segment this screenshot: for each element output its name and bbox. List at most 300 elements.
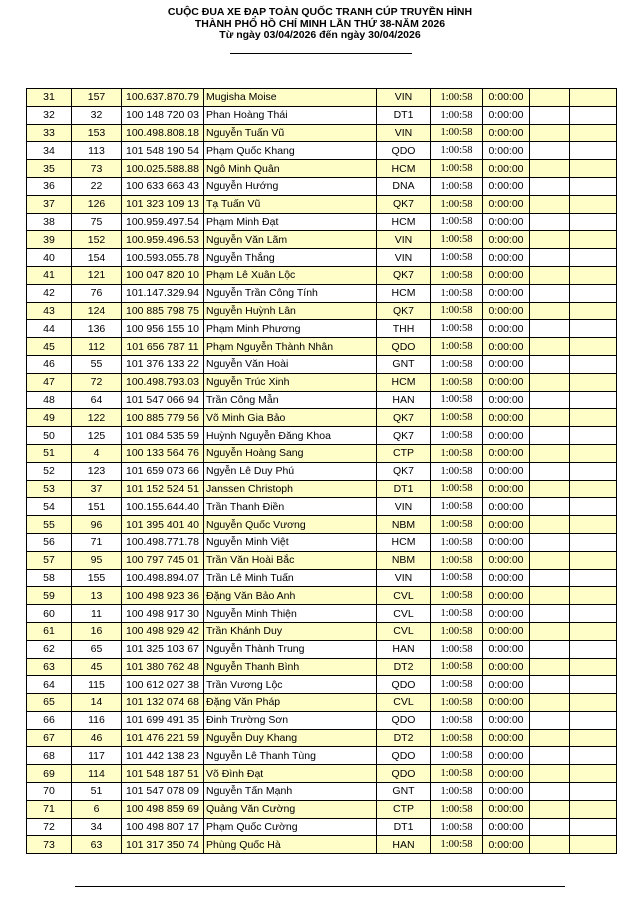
empty-cell: [530, 658, 570, 676]
table-row: [27, 462, 617, 480]
rider-name-cell: Phan Hoàng Thái: [204, 106, 377, 124]
document-header: [0, 7, 640, 42]
rank-cell: 35: [27, 160, 72, 178]
rider-name-cell: Nguyễn Quốc Vương: [204, 516, 377, 534]
uci-id-cell: 101 323 109 13: [122, 195, 204, 213]
time-gap-cell: 0:00:00: [483, 213, 530, 231]
empty-cell: [570, 89, 617, 107]
time-gap-cell: 0:00:00: [483, 569, 530, 587]
rank-cell: 70: [27, 783, 72, 801]
empty-cell: [530, 533, 570, 551]
time-gap-cell: 0:00:00: [483, 818, 530, 836]
finish-time-cell: 1:00:58: [431, 266, 483, 284]
team-code-cell: GNT: [377, 355, 431, 373]
team-code-cell: DT1: [377, 480, 431, 498]
team-code-cell: QDO: [377, 676, 431, 694]
time-gap-cell: 0:00:00: [483, 783, 530, 801]
rank-cell: 63: [27, 658, 72, 676]
empty-cell: [530, 480, 570, 498]
bib-cell: 6: [72, 800, 122, 818]
rank-cell: 40: [27, 249, 72, 267]
table-row: [27, 587, 617, 605]
team-code-cell: THH: [377, 320, 431, 338]
bib-cell: 114: [72, 765, 122, 783]
finish-time-cell: 1:00:58: [431, 195, 483, 213]
table-row: [27, 142, 617, 160]
uci-id-cell: 100 498 859 69: [122, 800, 204, 818]
team-code-cell: DT1: [377, 106, 431, 124]
rider-name-cell: Nguyễn Văn Lãm: [204, 231, 377, 249]
rank-cell: 56: [27, 533, 72, 551]
rider-name-cell: Trần Lê Minh Tuấn: [204, 569, 377, 587]
empty-cell: [530, 231, 570, 249]
time-gap-cell: 0:00:00: [483, 106, 530, 124]
finish-time-cell: 1:00:58: [431, 836, 483, 854]
finish-time-cell: 1:00:58: [431, 516, 483, 534]
table-row: [27, 284, 617, 302]
empty-cell: [530, 320, 570, 338]
bib-cell: 71: [72, 533, 122, 551]
time-gap-cell: 0:00:00: [483, 836, 530, 854]
team-code-cell: CVL: [377, 587, 431, 605]
empty-cell: [570, 533, 617, 551]
bib-cell: 95: [72, 551, 122, 569]
team-code-cell: QK7: [377, 427, 431, 445]
rider-name-cell: Tạ Tuấn Vũ: [204, 195, 377, 213]
empty-cell: [530, 587, 570, 605]
empty-cell: [570, 516, 617, 534]
uci-id-cell: 100 047 820 10: [122, 266, 204, 284]
table-row: [27, 640, 617, 658]
empty-cell: [530, 391, 570, 409]
finish-time-cell: 1:00:58: [431, 373, 483, 391]
time-gap-cell: 0:00:00: [483, 551, 530, 569]
team-code-cell: VIN: [377, 124, 431, 142]
finish-time-cell: 1:00:58: [431, 142, 483, 160]
rank-cell: 71: [27, 800, 72, 818]
empty-cell: [530, 409, 570, 427]
uci-id-cell: 100 498 929 42: [122, 622, 204, 640]
table-row: [27, 818, 617, 836]
rider-name-cell: Trần Thanh Điền: [204, 498, 377, 516]
finish-time-cell: 1:00:58: [431, 427, 483, 445]
time-gap-cell: 0:00:00: [483, 284, 530, 302]
time-gap-cell: 0:00:00: [483, 266, 530, 284]
team-code-cell: VIN: [377, 569, 431, 587]
empty-cell: [570, 640, 617, 658]
rider-name-cell: Phạm Lê Xuân Lộc: [204, 266, 377, 284]
table-row: [27, 711, 617, 729]
team-code-cell: VIN: [377, 249, 431, 267]
empty-cell: [570, 658, 617, 676]
finish-time-cell: 1:00:58: [431, 533, 483, 551]
time-gap-cell: 0:00:00: [483, 622, 530, 640]
uci-id-cell: 100 956 155 10: [122, 320, 204, 338]
rider-name-cell: Nguyễn Duy Khang: [204, 729, 377, 747]
team-code-cell: DNA: [377, 177, 431, 195]
empty-cell: [530, 444, 570, 462]
empty-cell: [530, 338, 570, 356]
rank-cell: 32: [27, 106, 72, 124]
table-row: [27, 516, 617, 534]
bib-cell: 154: [72, 249, 122, 267]
uci-id-cell: 101 152 524 51: [122, 480, 204, 498]
finish-time-cell: 1:00:58: [431, 106, 483, 124]
race-title: CUỘC ĐUA XE ĐẠP TOÀN QUỐC TRANH CÚP TRUYỀN HÌNH: [167, 6, 473, 18]
empty-cell: [530, 177, 570, 195]
table-row: [27, 836, 617, 854]
uci-id-cell: 100 612 027 38: [122, 676, 204, 694]
bib-cell: 76: [72, 284, 122, 302]
bib-cell: 96: [72, 516, 122, 534]
rank-cell: 45: [27, 338, 72, 356]
time-gap-cell: 0:00:00: [483, 89, 530, 107]
uci-id-cell: 101 442 138 23: [122, 747, 204, 765]
finish-time-cell: 1:00:58: [431, 640, 483, 658]
table-row: [27, 249, 617, 267]
rider-name-cell: Võ Minh Gia Bảo: [204, 409, 377, 427]
table-row: [27, 551, 617, 569]
bib-cell: 51: [72, 783, 122, 801]
empty-cell: [570, 427, 617, 445]
rider-name-cell: Nguyễn Tấn Mạnh: [204, 783, 377, 801]
team-code-cell: DT2: [377, 729, 431, 747]
rider-name-cell: Ngô Minh Quân: [204, 160, 377, 178]
table-row: [27, 622, 617, 640]
time-gap-cell: 0:00:00: [483, 355, 530, 373]
team-code-cell: CVL: [377, 622, 431, 640]
team-code-cell: QK7: [377, 462, 431, 480]
empty-cell: [530, 302, 570, 320]
bib-cell: 37: [72, 480, 122, 498]
rider-name-cell: Trần Văn Hoài Bắc: [204, 551, 377, 569]
table-row: [27, 694, 617, 712]
rider-name-cell: Nguyễn Trúc Xinh: [204, 373, 377, 391]
bib-cell: 125: [72, 427, 122, 445]
team-code-cell: CTP: [377, 444, 431, 462]
table-row: [27, 231, 617, 249]
empty-cell: [530, 605, 570, 623]
finish-time-cell: 1:00:58: [431, 462, 483, 480]
team-code-cell: CTP: [377, 800, 431, 818]
team-code-cell: QK7: [377, 302, 431, 320]
empty-cell: [570, 676, 617, 694]
finish-time-cell: 1:00:58: [431, 622, 483, 640]
uci-id-cell: 100.025.588.88: [122, 160, 204, 178]
time-gap-cell: 0:00:00: [483, 177, 530, 195]
uci-id-cell: 101.147.329.94: [122, 284, 204, 302]
finish-time-cell: 1:00:58: [431, 302, 483, 320]
empty-cell: [570, 284, 617, 302]
empty-cell: [530, 676, 570, 694]
empty-cell: [530, 569, 570, 587]
table-row: [27, 177, 617, 195]
uci-id-cell: 100.155.644.40: [122, 498, 204, 516]
rank-cell: 67: [27, 729, 72, 747]
rank-cell: 58: [27, 569, 72, 587]
bib-cell: 73: [72, 160, 122, 178]
table-row: [27, 409, 617, 427]
rider-name-cell: Phạm Quốc Khang: [204, 142, 377, 160]
bib-cell: 46: [72, 729, 122, 747]
bib-cell: 153: [72, 124, 122, 142]
rank-cell: 48: [27, 391, 72, 409]
rank-cell: 54: [27, 498, 72, 516]
bib-cell: 152: [72, 231, 122, 249]
team-code-cell: QK7: [377, 195, 431, 213]
time-gap-cell: 0:00:00: [483, 231, 530, 249]
uci-id-cell: 100.498.894.07: [122, 569, 204, 587]
finish-time-cell: 1:00:58: [431, 783, 483, 801]
rider-name-cell: Phạm Quốc Cường: [204, 818, 377, 836]
empty-cell: [530, 516, 570, 534]
empty-cell: [530, 195, 570, 213]
bib-cell: 121: [72, 266, 122, 284]
table-row: [27, 480, 617, 498]
rank-cell: 62: [27, 640, 72, 658]
time-gap-cell: 0:00:00: [483, 302, 530, 320]
uci-id-cell: 101 476 221 59: [122, 729, 204, 747]
rank-cell: 50: [27, 427, 72, 445]
time-gap-cell: 0:00:00: [483, 462, 530, 480]
bib-cell: 72: [72, 373, 122, 391]
time-gap-cell: 0:00:00: [483, 320, 530, 338]
time-gap-cell: 0:00:00: [483, 249, 530, 267]
header-divider: [230, 53, 412, 54]
bib-cell: 11: [72, 605, 122, 623]
rank-cell: 42: [27, 284, 72, 302]
time-gap-cell: 0:00:00: [483, 124, 530, 142]
empty-cell: [570, 783, 617, 801]
table-row: [27, 800, 617, 818]
time-gap-cell: 0:00:00: [483, 338, 530, 356]
uci-id-cell: 100.498.771.78: [122, 533, 204, 551]
uci-id-cell: 100.498.808.18: [122, 124, 204, 142]
rider-name-cell: Đặng Văn Pháp: [204, 694, 377, 712]
finish-time-cell: 1:00:58: [431, 89, 483, 107]
rider-name-cell: Nguyễn Thành Trung: [204, 640, 377, 658]
time-gap-cell: 0:00:00: [483, 427, 530, 445]
uci-id-cell: 101 325 103 67: [122, 640, 204, 658]
bib-cell: 75: [72, 213, 122, 231]
table-row: [27, 498, 617, 516]
bib-cell: 117: [72, 747, 122, 765]
bib-cell: 157: [72, 89, 122, 107]
empty-cell: [570, 266, 617, 284]
table-row: [27, 747, 617, 765]
empty-cell: [530, 836, 570, 854]
uci-id-cell: 101 380 762 48: [122, 658, 204, 676]
time-gap-cell: 0:00:00: [483, 391, 530, 409]
time-gap-cell: 0:00:00: [483, 605, 530, 623]
rank-cell: 39: [27, 231, 72, 249]
finish-time-cell: 1:00:58: [431, 676, 483, 694]
rider-name-cell: Nguyễn Hướng: [204, 177, 377, 195]
rider-name-cell: Nguyễn Thanh Bình: [204, 658, 377, 676]
uci-id-cell: 100.498.793.03: [122, 373, 204, 391]
finish-time-cell: 1:00:58: [431, 160, 483, 178]
uci-id-cell: 100.959.497.54: [122, 213, 204, 231]
bib-cell: 32: [72, 106, 122, 124]
rider-name-cell: Nguyễn Lê Thanh Tùng: [204, 747, 377, 765]
empty-cell: [530, 89, 570, 107]
team-code-cell: HAN: [377, 391, 431, 409]
rider-name-cell: Trần Khánh Duy: [204, 622, 377, 640]
empty-cell: [530, 142, 570, 160]
team-code-cell: CVL: [377, 694, 431, 712]
rank-cell: 68: [27, 747, 72, 765]
bib-cell: 122: [72, 409, 122, 427]
team-code-cell: QK7: [377, 266, 431, 284]
team-code-cell: HCM: [377, 213, 431, 231]
empty-cell: [530, 266, 570, 284]
rank-cell: 61: [27, 622, 72, 640]
finish-time-cell: 1:00:58: [431, 605, 483, 623]
empty-cell: [530, 160, 570, 178]
rank-cell: 31: [27, 89, 72, 107]
finish-time-cell: 1:00:58: [431, 498, 483, 516]
bib-cell: 45: [72, 658, 122, 676]
empty-cell: [570, 231, 617, 249]
results-table-body: [27, 89, 617, 854]
rank-cell: 33: [27, 124, 72, 142]
table-row: [27, 444, 617, 462]
uci-id-cell: 101 395 401 40: [122, 516, 204, 534]
rider-name-cell: Nguyễn Huỳnh Lân: [204, 302, 377, 320]
empty-cell: [570, 480, 617, 498]
empty-cell: [570, 355, 617, 373]
empty-cell: [530, 462, 570, 480]
rank-cell: 49: [27, 409, 72, 427]
empty-cell: [530, 355, 570, 373]
bib-cell: 16: [72, 622, 122, 640]
finish-time-cell: 1:00:58: [431, 800, 483, 818]
team-code-cell: NBM: [377, 516, 431, 534]
bib-cell: 116: [72, 711, 122, 729]
finish-time-cell: 1:00:58: [431, 444, 483, 462]
finish-time-cell: 1:00:58: [431, 747, 483, 765]
team-code-cell: QDO: [377, 747, 431, 765]
uci-id-cell: 100 148 720 03: [122, 106, 204, 124]
empty-cell: [530, 640, 570, 658]
finish-time-cell: 1:00:58: [431, 694, 483, 712]
rank-cell: 52: [27, 462, 72, 480]
uci-id-cell: 101 548 190 54: [122, 142, 204, 160]
finish-time-cell: 1:00:58: [431, 409, 483, 427]
empty-cell: [530, 800, 570, 818]
uci-id-cell: 101 547 066 94: [122, 391, 204, 409]
rank-cell: 64: [27, 676, 72, 694]
uci-id-cell: 100 885 798 75: [122, 302, 204, 320]
bib-cell: 34: [72, 818, 122, 836]
time-gap-cell: 0:00:00: [483, 587, 530, 605]
finish-time-cell: 1:00:58: [431, 231, 483, 249]
finish-time-cell: 1:00:58: [431, 658, 483, 676]
empty-cell: [530, 551, 570, 569]
rider-name-cell: Nguyễn Thắng: [204, 249, 377, 267]
rank-cell: 69: [27, 765, 72, 783]
team-code-cell: QDO: [377, 765, 431, 783]
rank-cell: 65: [27, 694, 72, 712]
time-gap-cell: 0:00:00: [483, 498, 530, 516]
finish-time-cell: 1:00:58: [431, 213, 483, 231]
rank-cell: 47: [27, 373, 72, 391]
table-row: [27, 195, 617, 213]
uci-id-cell: 100 885 779 56: [122, 409, 204, 427]
time-gap-cell: 0:00:00: [483, 160, 530, 178]
team-code-cell: GNT: [377, 783, 431, 801]
empty-cell: [570, 569, 617, 587]
empty-cell: [530, 373, 570, 391]
table-row: [27, 355, 617, 373]
rank-cell: 34: [27, 142, 72, 160]
rank-cell: 44: [27, 320, 72, 338]
time-gap-cell: 0:00:00: [483, 765, 530, 783]
empty-cell: [530, 765, 570, 783]
uci-id-cell: 101 659 073 66: [122, 462, 204, 480]
empty-cell: [570, 177, 617, 195]
team-code-cell: VIN: [377, 498, 431, 516]
finish-time-cell: 1:00:58: [431, 551, 483, 569]
empty-cell: [570, 711, 617, 729]
empty-cell: [530, 427, 570, 445]
empty-cell: [570, 160, 617, 178]
finish-time-cell: 1:00:58: [431, 177, 483, 195]
table-row: [27, 658, 617, 676]
table-row: [27, 729, 617, 747]
uci-id-cell: 101 699 491 35: [122, 711, 204, 729]
team-code-cell: HAN: [377, 836, 431, 854]
rank-cell: 41: [27, 266, 72, 284]
team-code-cell: DT1: [377, 818, 431, 836]
race-dates: Từ ngày 03/04/2026 đến ngày 30/04/2026: [219, 29, 421, 41]
team-code-cell: NBM: [377, 551, 431, 569]
table-row: [27, 569, 617, 587]
bib-cell: 115: [72, 676, 122, 694]
uci-id-cell: 100 498 807 17: [122, 818, 204, 836]
team-code-cell: HCM: [377, 533, 431, 551]
time-gap-cell: 0:00:00: [483, 676, 530, 694]
rider-name-cell: Nguyễn Hoàng Sang: [204, 444, 377, 462]
rank-cell: 60: [27, 605, 72, 623]
rider-name-cell: Đinh Trường Sơn: [204, 711, 377, 729]
finish-time-cell: 1:00:58: [431, 818, 483, 836]
empty-cell: [570, 765, 617, 783]
finish-time-cell: 1:00:58: [431, 569, 483, 587]
table-row: [27, 338, 617, 356]
rider-name-cell: Trần Công Mẫn: [204, 391, 377, 409]
rider-name-cell: Huỳnh Nguyễn Đăng Khoa: [204, 427, 377, 445]
rank-cell: 59: [27, 587, 72, 605]
time-gap-cell: 0:00:00: [483, 800, 530, 818]
empty-cell: [530, 498, 570, 516]
team-code-cell: VIN: [377, 231, 431, 249]
table-row: [27, 320, 617, 338]
time-gap-cell: 0:00:00: [483, 444, 530, 462]
table-row: [27, 213, 617, 231]
bib-cell: 65: [72, 640, 122, 658]
empty-cell: [530, 783, 570, 801]
empty-cell: [570, 391, 617, 409]
team-code-cell: QDO: [377, 338, 431, 356]
time-gap-cell: 0:00:00: [483, 694, 530, 712]
rank-cell: 66: [27, 711, 72, 729]
empty-cell: [530, 249, 570, 267]
uci-id-cell: 101 317 350 74: [122, 836, 204, 854]
finish-time-cell: 1:00:58: [431, 338, 483, 356]
empty-cell: [530, 124, 570, 142]
finish-time-cell: 1:00:58: [431, 391, 483, 409]
